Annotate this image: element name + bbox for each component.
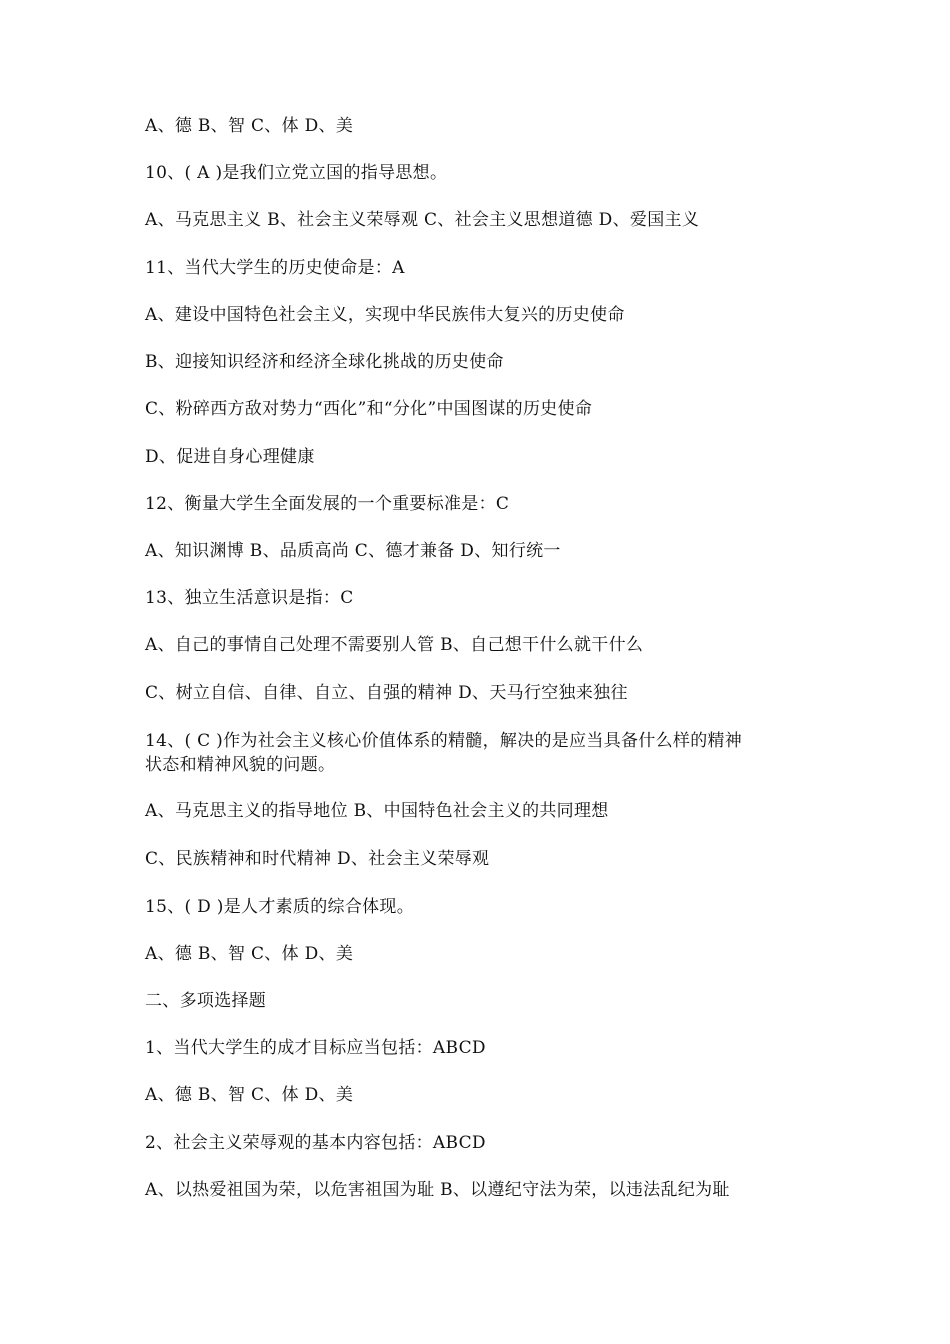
text-line: A、马克思主义 B、社会主义荣辱观 C、社会主义思想道德 D、爱国主义 (145, 210, 700, 230)
question-12: 12、衡量大学生全面发展的一个重要标准是：C (145, 494, 510, 514)
text-line: A、德 B、智 C、体 D、美 (145, 116, 354, 136)
question-15: 15、( D )是人才素质的综合体现。 (145, 897, 415, 917)
text-line: B、迎接知识经济和经济全球化挑战的历史使命 (145, 352, 504, 372)
text-line: A、德 B、智 C、体 D、美 (145, 944, 354, 964)
section-heading: 二、多项选择题 (145, 991, 267, 1011)
text-line: C、民族精神和时代精神 D、社会主义荣辱观 (145, 849, 490, 869)
text-line: A、建设中国特色社会主义，实现中华民族伟大复兴的历史使命 (145, 305, 625, 325)
text-line: A、知识渊博 B、品质高尚 C、德才兼备 D、知行统一 (145, 541, 561, 561)
text-line: A、自己的事情自己处理不需要别人管 B、自己想干什么就干什么 (145, 635, 644, 655)
text-line: C、粉碎西方敌对势力“西化”和“分化”中国图谋的历史使命 (145, 399, 593, 419)
text-line: C、树立自信、自律、自立、自强的精神 D、天马行空独来独往 (145, 683, 628, 703)
question-14-continued: 状态和精神风貌的问题。 (145, 755, 336, 775)
text-line: A、马克思主义的指导地位 B、中国特色社会主义的共同理想 (145, 801, 609, 821)
text-line: D、促进自身心理健康 (145, 447, 315, 467)
question-multi-1: 1、当代大学生的成才目标应当包括：ABCD (145, 1038, 486, 1058)
question-14: 14、( C )作为社会主义核心价值体系的精髓，解决的是应当具备什么样的精神 (145, 731, 743, 751)
question-11: 11、当代大学生的历史使命是：A (145, 258, 405, 278)
question-13: 13、独立生活意识是指：C (145, 588, 354, 608)
question-10: 10、( A )是我们立党立国的指导思想。 (145, 163, 448, 183)
text-line: A、德 B、智 C、体 D、美 (145, 1085, 354, 1105)
question-multi-2: 2、社会主义荣辱观的基本内容包括：ABCD (145, 1133, 486, 1153)
text-line: A、以热爱祖国为荣，以危害祖国为耻 B、以遵纪守法为荣，以违法乱纪为耻 (145, 1180, 730, 1200)
